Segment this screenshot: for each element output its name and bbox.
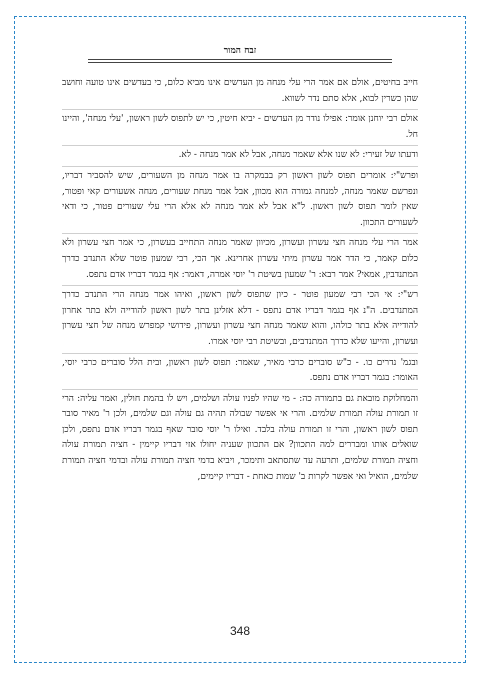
- header-rule-top: [88, 59, 392, 60]
- running-header: זבח המור: [223, 46, 257, 56]
- paragraph: ופרש"י: אומרים תפוס לשון ראשון רק בבמקרה בו אמר מנחה מן השעורים, שיש להסביר דבריו, ונפרשם שאמר מנחה, למנחה גמורה הוא מכוון, אבל אמר מנחת שעורים, מנחה אשעורים קאי ופטור, שאין לומר תפוס לשון ראשון. ל"א אבל לא אמר מנחה לא אלא הרי עלי שעורים פטור, כי ודאי לשעורים התכוון.: [62, 169, 418, 234]
- page-number: 348: [229, 624, 251, 638]
- paragraph: אולם רבי יוחנן אומר: אפילו נודר מן העדשים - יביא חיטין, כי יש לתפוס לשון ראשון, 'עלי מנחה', והיינו חל.: [62, 112, 418, 146]
- paragraph: חייב בחיטים, אולם אם אמר הרי עלי מנחה מן העדשים אינו מביא כלום, כי בעדשים אינו טועה וחושב שהן כשרין לבוא, אלא סתם נדר לשווא.: [62, 76, 418, 110]
- paragraph: רש"י: אי הכי רבי שמעון פוטר - כיון שתפוס לשון ראשון, ואיהו אמר מנחה הרי התנדב כדרך המתנדבים. ה"נ אף בגמר דבריו אדם נתפס - דלא אזלינן בתר לשון ראשון להודייה ולא בתר אחרון להודייה אלא בתר כולהו, והוא שאמר מנחה חצי עשרון ועשרון, פידושי קמפרש מנחה של חצי עשרון ועשרון, והייעו שלא כדרך המתנדבים, ובשיטת רבי יוסי אמרו.: [62, 288, 418, 353]
- header-rule-bottom: [88, 62, 392, 63]
- paragraph: אמר הרי עלי מנחה חצי עשרון ועשרון, מכיוון שאמר מנחה התחייב בעשרון, כי אמר חצי עשרון ולא כלום קאמר, כי הדר אמר עשרון מיתי עשרון אחרינא. אך הכי, רבי שמעון פוטר שלא התנדב כדרך המתנדבין, אמאי? אמר רבא: ר' שמעון בשיטת ר' יוסי אמרה, דאמר: אף בגמר דבריו אדם נתפס.: [62, 236, 418, 286]
- paragraph: והמחלוקת מובאת גם בתמורה כה: - מי שהיו לפניו עולה ושלמים, ויש לו בהמת חולין, ואמר עליה: הרי זו תמורת עולה תמורת שלמים. והרי אי אפשר שבולה תהיה גם עולה וגם שלמים, ולכן ר' מאיר סובר תפוס לשון ראשון, והרי זו תמורת עולה בלבד. ואילו ר' יוסי סובר שאף בגמר דבריו אדם נתפס, ולכן שואלים אותו ומבררים למה התכוון? אם התכוון שעניה יחולו אזי דבריו קיימין - חציה תמורת עולה וחציה תמורת שלמים, ותרעה עד שתסתאב ותימכר, ויביא בדמי חציה תמורת עולה ובדמי חציה תמורת שלמים, הואיל ואי אפשר לקרות ב' שמות כאחת - דבריו קיימים,: [62, 393, 418, 482]
- paragraph: ובגמ' נדרים כו. - כ"ש סוברים כרבי מאיר, שאמר: תפוס לשון ראשון, ובית הלל סוברים כרבי יוסי, האומר: בגמר דבריו אדם נתפס.: [62, 356, 418, 390]
- paragraph: ודעתו של זעירי: לא שנו אלא שאמר מנחה, אבל לא אמר מנחה - לא.: [62, 148, 418, 167]
- text-body: [62, 76, 418, 489]
